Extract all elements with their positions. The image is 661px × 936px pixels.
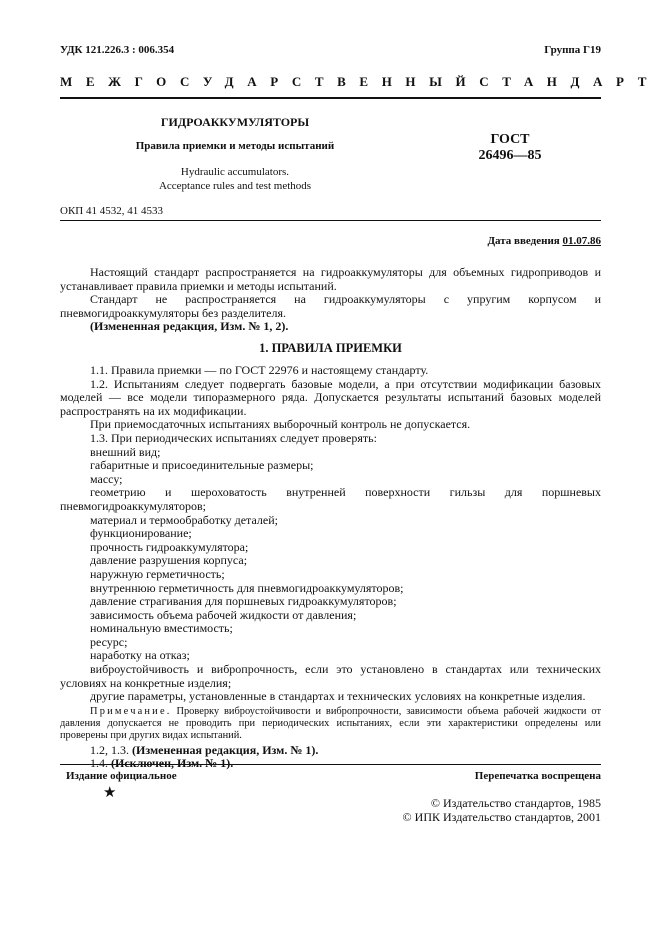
banner-word-interstate: МЕЖГОСУДАРСТВЕННЫЙ [60,74,480,89]
list-item: геометрию и шероховатость внутренней поверхности гильзы для поршневых пневмогидроаккумуляторов; [60,485,601,513]
intro-paragraph-1: Настоящий стандарт распространяется на гидроаккумуляторы для объемных гидроприводов и устанавливает правила приемки и методы испытаний. [60,265,601,293]
copyright-1985: © Издательство стандартов, 1985 [430,796,601,810]
banner-word-standard: СТАНДАРТ [479,74,661,89]
clause-1-2-sampling: При приемосдаточных испытаниях выборочный контроль не допускается. [90,417,471,432]
periodic-test-list [60,446,601,704]
list-item: прочность гидроаккумулятора; [90,539,249,554]
list-item: наработку на отказ; [90,648,190,663]
title-rule [60,220,601,221]
list-item: внешний вид; [90,444,161,459]
copyright-2001: © ИПК Издательство стандартов, 2001 [402,810,601,824]
footer-rule [60,764,601,765]
intro-date-value: 01.07.86 [562,235,601,247]
list-item: наружную герметичность; [90,566,225,581]
intro-date-label: Дата введения [487,235,560,247]
clause-1-4-prefix: 1.4. [90,756,108,771]
clause-change-prefix: 1.2, 1.3. [90,742,129,757]
standard-banner [60,74,661,90]
intro-change-note: (Измененная редакция, Изм. № 1, 2). [90,319,289,334]
intro-paragraph-2: Стандарт не распространяется на гидроаккумуляторы с упругим корпусом и пневмогидроаккумуляторы без разделителя. [60,292,601,320]
okp-code: ОКП 41 4532, 41 4533 [60,205,163,217]
list-item: внутреннюю герметичность для пневмогидроаккумуляторов; [90,580,404,595]
list-item: давление разрушения корпуса; [90,553,248,568]
clause-1-2: 1.2. Испытаниям следует подвергать базовые модели, а при отсутствии модификации базовых моделей — все модели типоразмерного ряда. Допускается результаты испытаний базовых моделей распространять на их модификации. [60,376,601,418]
clause-1-3: 1.3. При периодических испытаниях следует проверять: [90,430,377,445]
list-item: давление страгивания для поршневых гидроаккумуляторов; [90,594,397,609]
official-edition: Издание официальное [66,770,177,782]
section-1-body [60,364,601,771]
note-text: Проверку виброустойчивости и вибропрочности, зависимости объема рабочей жидкости от давления допускается не проводить при периодических испытаниях, если эти характеристики определены или проверены при других видах испытаний. [60,705,601,741]
udk-code: УДК 121.226.3 : 006.354 [60,44,175,56]
reprint-prohibited: Перепечатка воспрещена [474,770,601,782]
list-item: другие параметры, установленные в стандартах и технических условиях на конкретные изделия. [90,689,586,704]
title-ru: ГИДРОАККУМУЛЯТОРЫ [160,115,310,129]
clause-change-1-2-1-3 [60,744,601,758]
title-en-line2: Acceptance rules and test methods [158,180,312,192]
list-item: материал и термообработку деталей; [90,512,278,527]
clause-change-text: (Измененная редакция, Изм. № 1). [132,742,319,757]
list-item: ресурс; [90,634,128,649]
list-item: габаритные и присоединительные размеры; [90,458,314,473]
gost-label: ГОСТ [490,132,530,147]
title-en-line1: Hydraulic accumulators. [180,166,290,178]
subtitle-ru: Правила приемки и методы испытаний [135,140,335,152]
list-item: функционирование; [90,526,192,541]
clause-1-1: 1.1. Правила приемки — по ГОСТ 22976 и настоящему стандарту. [90,363,429,377]
group-code: Группа Г19 [544,44,601,56]
list-item: виброустойчивость и вибропрочность, если это установлено в стандартах или технических условиях на конкретные изделия; [60,662,601,690]
note [60,706,601,742]
banner-rule [60,97,601,99]
star-icon: ★ [103,785,117,801]
clause-1-4-text: (Исключен, Изм. № 1). [111,756,234,771]
section-1-heading: 1. ПРАВИЛА ПРИЕМКИ [259,341,402,355]
list-item: зависимость объема рабочей жидкости от давления; [90,607,357,622]
intro-date [487,235,601,247]
list-item: номинальную вместимость; [90,621,233,636]
note-label: Примечание. [90,705,172,717]
intro-section [60,266,601,334]
list-item: массу; [90,471,123,486]
gost-number: 26496—85 [478,148,542,163]
